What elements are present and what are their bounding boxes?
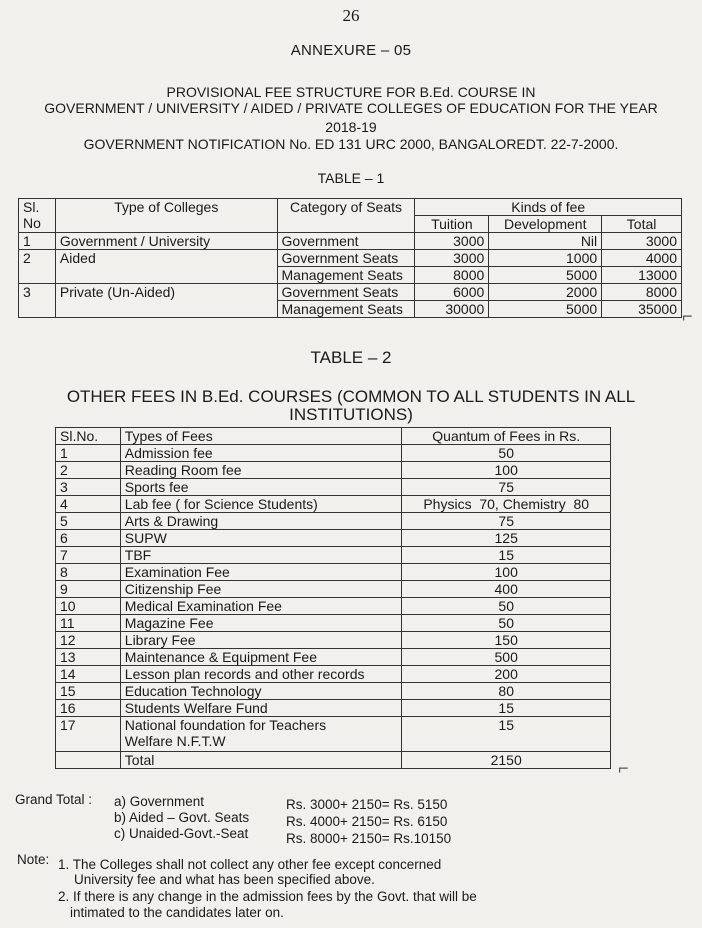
cell-sl: 6: [56, 530, 121, 547]
cell-total: 3000: [602, 233, 682, 250]
table-row: [56, 479, 611, 496]
cell-fee-type: Library Fee: [120, 632, 402, 649]
cell-type: Aided: [55, 250, 277, 284]
cell-fee-type: Maintenance & Equipment Fee: [120, 649, 402, 666]
cell-fee-type: Lesson plan records and other records: [120, 666, 402, 683]
cell-fee-type: Admission fee: [120, 445, 402, 462]
grand-total-item-name: a) Government: [114, 794, 205, 809]
cell-fee-type: TBF: [120, 547, 402, 564]
cell-sl: 1: [19, 233, 56, 250]
cell-fee-type: Arts & Drawing: [120, 513, 402, 530]
table-row: [56, 547, 611, 564]
cell-amount: 80: [402, 683, 611, 700]
cell-category: Government Seats: [277, 250, 415, 267]
cell-fee-type: SUPW: [120, 530, 402, 547]
cell-amount: 125: [402, 530, 611, 547]
annexure-title: ANNEXURE – 05: [290, 42, 412, 59]
header-category-of-seats: Category of Seats: [277, 199, 415, 233]
total-label: Total: [120, 752, 402, 769]
table-row: [19, 233, 682, 250]
table-row: [56, 496, 611, 513]
header-total: Total: [602, 216, 682, 233]
cell-sl: 2: [56, 462, 121, 479]
cell-category: Management Seats: [277, 267, 415, 284]
cell-fee-type: Reading Room fee: [120, 462, 402, 479]
note-line-3: 2. If there is any change in the admission fees by the Govt. that will be: [58, 889, 477, 904]
cell-amount: 50: [402, 598, 611, 615]
cell-fee-type: Lab fee ( for Science Students): [120, 496, 402, 513]
grand-total-item-calc: Rs. 3000+ 2150= Rs. 5150: [286, 797, 448, 812]
cell-empty: [56, 752, 121, 769]
table-row: [56, 530, 611, 547]
heading-line-2: GOVERNMENT / UNIVERSITY / AIDED / PRIVATE COLLEGES OF EDUCATION FOR THE YEAR: [44, 100, 658, 116]
table-row: [56, 445, 611, 462]
cell-fee-type: Students Welfare Fund: [120, 700, 402, 717]
cell-amount: 500: [402, 649, 611, 666]
table2-subtitle-line-2: INSTITUTIONS): [289, 405, 413, 424]
cell-amount: 75: [402, 479, 611, 496]
cell-sl: 4: [56, 496, 121, 513]
cell-type: Private (Un-Aided): [55, 284, 277, 318]
table-row: [56, 700, 611, 717]
cell-tuition: 6000: [415, 284, 489, 301]
cell-total: 13000: [602, 267, 682, 284]
cell-sl: 3: [19, 284, 56, 318]
cell-sl: 9: [56, 581, 121, 598]
cell-fee-type: Medical Examination Fee: [120, 598, 402, 615]
grand-total-item-name: b) Aided – Govt. Seats: [114, 810, 250, 825]
table-row: [56, 615, 611, 632]
cell-tuition: 8000: [415, 267, 489, 284]
header-types-of-fees: Types of Fees: [120, 428, 402, 445]
cell-fee-type: Education Technology: [120, 683, 402, 700]
cell-tuition: 3000: [415, 250, 489, 267]
cell-amount: 100: [402, 564, 611, 581]
cell-amount: 15: [402, 700, 611, 717]
cell-fee-type: National foundation for Teachers Welfare N.F.T.W: [120, 717, 402, 752]
cell-total: 4000: [602, 250, 682, 267]
handwritten-tick-mark: ⌐: [682, 306, 693, 326]
table-row: [56, 564, 611, 581]
table-total-row: [56, 752, 611, 769]
heading-line-4: GOVERNMENT NOTIFICATION No. ED 131 URC 2000, BANGALOREDT. 22-7-2000.: [83, 136, 619, 152]
cell-fee-type: Sports fee: [120, 479, 402, 496]
header-quantum: Quantum of Fees in Rs.: [402, 428, 611, 445]
table-row: [56, 598, 611, 615]
cell-sl: 13: [56, 649, 121, 666]
cell-amount: 200: [402, 666, 611, 683]
header-kinds-of-fee: Kinds of fee: [415, 199, 682, 216]
header-development: Development: [489, 216, 602, 233]
cell-sl: 3: [56, 479, 121, 496]
note-line-2: University fee and what has been specified above.: [74, 872, 375, 887]
header-sl-no: Sl. No: [19, 199, 56, 233]
cell-development: 5000: [489, 267, 602, 284]
cell-development: 2000: [489, 284, 602, 301]
cell-category: Management Seats: [277, 301, 415, 318]
page-number: 26: [342, 6, 360, 25]
table1-title: TABLE – 1: [317, 170, 385, 186]
table-row: [19, 284, 682, 301]
cell-development: Nil: [489, 233, 602, 250]
table-row: [56, 649, 611, 666]
header-sl-no: Sl.No.: [56, 428, 121, 445]
table2-subtitle-line-1: OTHER FEES IN B.Ed. COURSES (COMMON TO ALL STUDENTS IN ALL: [66, 387, 636, 406]
handwritten-tick-mark: ⌐: [618, 758, 629, 778]
note-label: Note:: [17, 852, 50, 867]
table-row: [56, 632, 611, 649]
table-row: [19, 250, 682, 267]
cell-amount: 400: [402, 581, 611, 598]
cell-sl: 14: [56, 666, 121, 683]
cell-amount: 100: [402, 462, 611, 479]
cell-fee-type: Examination Fee: [120, 564, 402, 581]
cell-development: 1000: [489, 250, 602, 267]
cell-total: 8000: [602, 284, 682, 301]
grand-total-label: Grand Total :: [15, 792, 93, 807]
heading-line-1: PROVISIONAL FEE STRUCTURE FOR B.Ed. COURSE IN: [166, 84, 536, 100]
cell-amount: 150: [402, 632, 611, 649]
grand-total-item-calc: Rs. 8000+ 2150= Rs.10150: [286, 831, 452, 846]
cell-sl: 1: [56, 445, 121, 462]
heading-line-3: 2018-19: [325, 119, 377, 135]
cell-tuition: 30000: [415, 301, 489, 318]
cell-amount: 15: [402, 717, 611, 752]
table-row: [56, 581, 611, 598]
cell-amount: 15: [402, 547, 611, 564]
cell-sl: 7: [56, 547, 121, 564]
cell-sl: 12: [56, 632, 121, 649]
cell-amount: Physics 70, Chemistry 80: [402, 496, 611, 513]
cell-development: 5000: [489, 301, 602, 318]
total-value: 2150: [402, 752, 611, 769]
table-row: [56, 683, 611, 700]
header-type-of-colleges: Type of Colleges: [55, 199, 277, 233]
cell-sl: 8: [56, 564, 121, 581]
cell-sl: 5: [56, 513, 121, 530]
cell-category: Government: [277, 233, 415, 250]
cell-amount: 75: [402, 513, 611, 530]
cell-tuition: 3000: [415, 233, 489, 250]
cell-total: 35000: [602, 301, 682, 318]
grand-total-item-name: c) Unaided-Govt.-Seat: [114, 826, 249, 841]
table-row: [56, 717, 611, 752]
table2: [55, 427, 611, 769]
cell-sl: 16: [56, 700, 121, 717]
cell-sl: 11: [56, 615, 121, 632]
table-row: [56, 513, 611, 530]
cell-amount: 50: [402, 445, 611, 462]
table1: [18, 198, 682, 318]
cell-type: Government / University: [55, 233, 277, 250]
note-line-4: intimated to the candidates later on.: [70, 905, 284, 920]
cell-category: Government Seats: [277, 284, 415, 301]
table-row: [56, 666, 611, 683]
table2-title: TABLE – 2: [310, 348, 392, 367]
grand-total-item-calc: Rs. 4000+ 2150= Rs. 6150: [286, 814, 448, 829]
cell-fee-type: Citizenship Fee: [120, 581, 402, 598]
cell-sl: 17: [56, 717, 121, 752]
note-line-1: 1. The Colleges shall not collect any other fee except concerned: [58, 857, 442, 872]
cell-amount: 50: [402, 615, 611, 632]
cell-sl: 2: [19, 250, 56, 284]
cell-sl: 15: [56, 683, 121, 700]
cell-sl: 10: [56, 598, 121, 615]
cell-fee-type: Magazine Fee: [120, 615, 402, 632]
table-row: [56, 462, 611, 479]
header-tuition: Tuition: [415, 216, 489, 233]
